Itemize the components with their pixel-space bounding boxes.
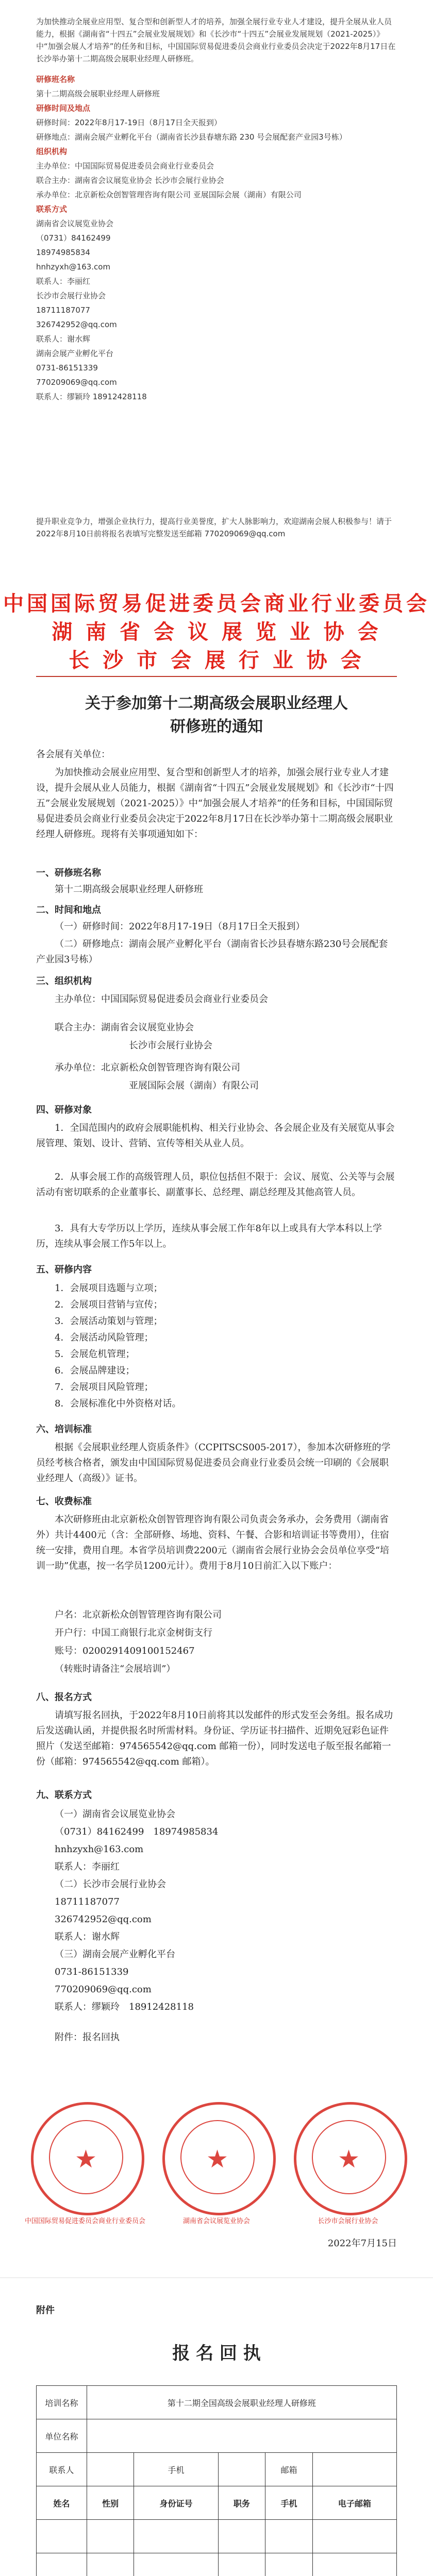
blank-cell[interactable] <box>218 2553 265 2576</box>
table-header-cell: 身份证号 <box>134 2486 218 2520</box>
registration-table <box>36 2385 397 2576</box>
section-3-heading: 三、组织机构 <box>36 976 92 987</box>
summary-item <box>36 274 397 289</box>
list-item: （一）湖南省会议展览业协会 <box>55 1809 175 1820</box>
account-name: 户名：北京新松众创智管理咨询有限公司 <box>55 1609 222 1620</box>
contact-email-cell[interactable] <box>312 2453 396 2486</box>
summary-item <box>36 216 397 231</box>
notice-date: 2022年7月15日 <box>327 2238 397 2249</box>
blank-cell[interactable] <box>265 2520 313 2553</box>
page-divider <box>0 2277 433 2278</box>
attachment-note: 附件：报名回执 <box>55 2032 120 2043</box>
list-item: 8．会展标准化中外资格对话。 <box>55 1398 181 1409</box>
section-3-organizer-2: 亚展国际会展（湖南）有限公司 <box>129 1080 259 1091</box>
summary-item <box>36 202 397 216</box>
list-item: （二）长沙市会展行业协会 <box>55 1879 166 1890</box>
seal-caption-3: 长沙市会展行业协会 <box>318 2217 378 2225</box>
header-line3: 长 沙 市 会 展 行 业 协 会 <box>69 648 364 672</box>
table-header-cell: 姓名 <box>37 2486 87 2520</box>
account-note: （转账时请备注“会展培训”） <box>55 1664 176 1674</box>
blank-cell[interactable] <box>218 2520 265 2553</box>
section-2-heading: 二、时间和地点 <box>36 905 101 916</box>
summary-item-label: 组织机构 <box>36 147 68 156</box>
summary-item-value: 研修时间：2022年8月17-19日（8月17日全天报到） <box>36 118 222 127</box>
list-item: 6．会展品牌建设； <box>55 1365 135 1376</box>
section-2-place: （二）研修地点：湖南会展产业孵化平台（湖南省长沙县春塘东路230号会展配套产业园3号栋） <box>36 939 388 965</box>
summary-item-label: 联系方式 <box>36 205 68 214</box>
unit-name-label: 单位名称 <box>37 2419 87 2453</box>
list-item: hnhzyxh@163.com <box>55 1844 144 1855</box>
blank-cell[interactable] <box>37 2553 87 2576</box>
seal-stamp-2: ★ <box>162 2102 276 2215</box>
list-item: 5．会展危机管理； <box>55 1349 135 1360</box>
list-item: 2．会展项目营销与宣传； <box>55 1299 163 1310</box>
table-row <box>37 2419 397 2453</box>
section-7-value: 本次研修班由北京新松众创智管理咨询有限公司负责会务承办，会务费用（湖南省外）共计4400元（含：全部研修、场地、资料、午餐、合影和培训证书等费用），住宿统一安排，费用自理。本省学员培训费2200元（湖南省会展行业协会会员单位享受“培训一助”优惠，按一名学员1200元计）。费用于8月10日前汇入以下账户： <box>36 1514 390 1571</box>
summary-item-value: （0731）84162499 <box>36 233 111 243</box>
blank-cell[interactable] <box>87 2553 134 2576</box>
unit-name-cell[interactable] <box>87 2419 396 2453</box>
list-item: 326742952@qq.com <box>55 1914 152 1925</box>
section-7-heading: 七、收费标准 <box>36 1496 92 1507</box>
section-4-item-1: 1．全国范围内的政府会展职能机构、相关行业协会、各会展企业及有关展览从事会展管理、策划、设计、营销、宣传等相关从业人员。 <box>36 1123 395 1149</box>
section-6-value: 根据《会展职业经理人资质条件》（CCPITSCS005-2017），参加本次研修班的学员经考核合格者，颁发由中国国际贸易促进委员会商业行业委员会统一印刷的《会展职业经理人（高级）》证书。 <box>36 1442 391 1484</box>
section-3-organizer: 承办单位：北京新松众创智管理咨询有限公司 <box>55 1062 240 1073</box>
header-divider <box>36 676 397 677</box>
account-bank: 开户行：中国工商银行北京金树街支行 <box>55 1628 212 1638</box>
summary-item <box>36 188 397 202</box>
section-4-item-2: 2．从事会展工作的高级管理人员，职位包括但不限于：会议、展览、公关等与会展活动有密切联系的企业董事长、副董事长、总经理、副总经理及其他高管人员。 <box>36 1172 395 1198</box>
summary-item <box>36 231 397 245</box>
section-8-heading: 八、报名方式 <box>36 1692 92 1703</box>
contact-cell[interactable] <box>87 2453 134 2486</box>
form-attach-label: 附件 <box>36 2305 55 2316</box>
list-item: 联系人：缪颖玲 18912428118 <box>55 2002 194 2012</box>
summary-list <box>36 72 397 404</box>
table-row <box>37 2386 397 2419</box>
summary-item <box>36 303 397 317</box>
list-item: （三）湖南会展产业孵化平台 <box>55 1949 175 1960</box>
summary-item-value: 0731-86151339 <box>36 363 98 372</box>
summary-item-value: 联合主办：湖南省会议展览业协会 长沙市会展行业协会 <box>36 176 224 185</box>
section-2-time: （一）研修时间：2022年8月17-19日（8月17日全天报到） <box>55 921 305 932</box>
blank-cell[interactable] <box>87 2520 134 2553</box>
table-header-row <box>37 2486 397 2520</box>
contact-label: 联系人 <box>37 2453 87 2486</box>
section-5-heading: 五、研修内容 <box>36 1264 92 1275</box>
blank-cell[interactable] <box>265 2553 313 2576</box>
list-item: 0731-86151339 <box>55 1967 129 1977</box>
list-item: （0731）84162499 18974985834 <box>55 1826 219 1837</box>
seal-caption-2: 湖南省会议展览业协会 <box>182 2217 250 2225</box>
summary-item-value: 研修地点：湖南会展产业孵化平台（湖南省长沙县春塘东路 230 号会展配套产业园3号栋） <box>36 132 347 142</box>
header-line1: 中国国际贸易促进委员会商业行业委员会 <box>3 591 430 616</box>
summary-item-value: 联系人：李丽红 <box>36 277 91 286</box>
summary-item <box>36 72 397 101</box>
section-8-value: 请填写报名回执，于2022年8月10日前将其以发邮件的形式发至会务组。报名成功后发送确认函，并提供报名时所需材料。身份证、学历证书扫描件、近期免冠彩色证件照片（发送至邮箱：974565542@qq.com 邮箱一份），同时发送电子版至报名邮箱一份（邮箱：974565542@qq.com 邮箱）。 <box>36 1710 393 1767</box>
section-1-heading: 一、研修班名称 <box>36 868 101 878</box>
summary-item-value: 主办单位：中国国际贸易促进委员会商业行业委员会 <box>36 161 214 171</box>
notice-title-1: 关于参加第十二期高级会展职业经理人 <box>85 694 348 713</box>
section-3-cohost-2: 长沙市会展行业协会 <box>129 1040 212 1051</box>
summary-item-value: 联系人：谢水辉 <box>36 334 91 344</box>
list-item: 1．会展项目选题与立项； <box>55 1283 163 1294</box>
summary-item-value: 湖南会展产业孵化平台 <box>36 349 114 358</box>
summary-item-value: 18711187077 <box>36 306 90 315</box>
section-3-host: 主办单位：中国国际贸易促进委员会商业行业委员会 <box>55 994 268 1005</box>
seal-stamp-1: ★ <box>31 2102 144 2215</box>
section-3-cohost: 联合主办：湖南省会议展览业协会 <box>55 1022 194 1033</box>
table-header-cell: 职务 <box>218 2486 265 2520</box>
list-item: 18711187077 <box>55 1896 120 1907</box>
blank-cell[interactable] <box>312 2520 396 2553</box>
summary-item-label: 研修班名称 <box>36 75 75 84</box>
list-item: 7．会展项目风险管理； <box>55 1382 154 1393</box>
blank-cell[interactable] <box>134 2553 218 2576</box>
summary-item-value: 326742952@qq.com <box>36 320 117 329</box>
summary-item <box>36 332 397 346</box>
summary-item <box>36 101 397 130</box>
list-item: 联系人：李丽红 <box>55 1861 120 1872</box>
section-4-item-3: 3．具有大专学历以上学历，连续从事会展工作年8年以上或具有大学本科以上学历，连续从事会展工作5年以上。 <box>36 1223 382 1249</box>
summary-item-label: 研修时间及地点 <box>36 104 91 113</box>
summary-item-value: 770209069@qq.com <box>36 378 117 387</box>
training-name-value: 第十二期全国高级会展职业经理人研修班 <box>87 2386 396 2419</box>
form-title: 报 名 回 执 <box>172 2343 261 2364</box>
summary-item <box>36 361 397 375</box>
table-row <box>37 2453 397 2486</box>
notice-intro: 为加快推动会展业应用型、复合型和创新型人才的培养，加强会展行业专业人才建设，提升会展从业人员能力，根据《湖南省“十四五”会展业发展规划》和《长沙市“十四五”会展业发展规划（2021-2025）》中“加强会展人才培养”的任务和目标，中国国际贸易促进委员会商业行业委员会决定于2022年8月17日在长沙举办第十二期高级会展职业经理人研修班。现将有关事项通知如下： <box>36 767 394 840</box>
summary-item-value: 长沙市会展行业协会 <box>36 291 106 300</box>
summary-item <box>36 144 397 173</box>
seal-stamp-3: ★ <box>294 2102 407 2215</box>
summary-item-value: 18974985834 <box>36 248 90 257</box>
summary-item-value: hnhzyxh@163.com <box>36 262 111 272</box>
contact-phone-label: 手机 <box>134 2453 218 2486</box>
notice-title-2: 研修班的通知 <box>170 718 263 736</box>
summary-item <box>36 260 397 274</box>
summary-item <box>36 317 397 332</box>
summary-outro: 提升职业竞争力，增强企业执行力，提高行业美誉度，扩大人脉影响力，欢迎湖南会展人积极参与！请于2022年8月10日前将报名表填写完整发送至邮箱 770209069@qq.com <box>36 517 392 538</box>
list-item: 3．会展活动策划与管理； <box>55 1316 163 1327</box>
list-item: 4．会展活动风险管理； <box>55 1332 154 1343</box>
seal-caption-1: 中国国际贸易促进委员会商业行业委员会 <box>24 2217 145 2225</box>
summary-item <box>36 245 397 260</box>
summary-item-value: 第十二期高级会展职业经理人研修班 <box>36 89 160 98</box>
section-4-heading: 四、研修对象 <box>36 1105 92 1115</box>
contact-phone-cell[interactable] <box>218 2453 265 2486</box>
blank-cell[interactable] <box>134 2520 218 2553</box>
summary-item-value: 联系人：缪颖玲 18912428118 <box>36 392 147 401</box>
summary-item <box>36 173 397 188</box>
table-row <box>37 2553 397 2576</box>
list-item: 770209069@qq.com <box>55 1984 152 1995</box>
section-9-list <box>55 1806 397 2016</box>
summary-item-value: 湖南省会议展览业协会 <box>36 219 114 228</box>
summary-item <box>36 375 397 389</box>
blank-cell[interactable] <box>37 2520 87 2553</box>
account-number: 账号：0200291409100152467 <box>55 1646 195 1656</box>
section-5-list <box>55 1280 397 1412</box>
notice-salutation: 各会展有关单位： <box>36 749 110 760</box>
table-header-cell: 手机 <box>265 2486 313 2520</box>
table-header-cell: 性别 <box>87 2486 134 2520</box>
summary-item <box>36 346 397 361</box>
blank-cell[interactable] <box>312 2553 396 2576</box>
summary-item-value: 承办单位：北京新松众创智管理咨询有限公司 亚展国际会展（湖南）有限公司 <box>36 190 302 199</box>
section-6-heading: 六、培训标准 <box>36 1424 92 1435</box>
summary-item <box>36 389 397 404</box>
section-9-heading: 九、联系方式 <box>36 1790 92 1801</box>
section-1-value: 第十二期高级会展职业经理人研修班 <box>55 884 203 895</box>
summary-intro: 为加快推动全展业应用型、复合型和创新型人才的培养，加强全展行业专业人才建设，提升全展从业人员能力，根据《湖南省“十四五”会展业发展规划》和《长沙市“十四五”会展业发展规划（2021-2025）》中“加强会展人才培养”的任务和目标，中国国际贸易促进委员会商业行业委员会决定于2022年8月17日在长沙举办第十二期高级会展职业经理人研修班。 <box>36 17 396 63</box>
contact-email-label: 邮箱 <box>265 2453 313 2486</box>
summary-item <box>36 130 397 144</box>
table-row <box>37 2520 397 2553</box>
table-header-cell: 电子邮箱 <box>312 2486 396 2520</box>
summary-item <box>36 289 397 303</box>
list-item: 联系人：谢水辉 <box>55 1931 120 1942</box>
header-line2: 湖 南 省 会 议 展 览 业 协 会 <box>52 620 381 644</box>
training-name-label: 培训名称 <box>37 2386 87 2419</box>
